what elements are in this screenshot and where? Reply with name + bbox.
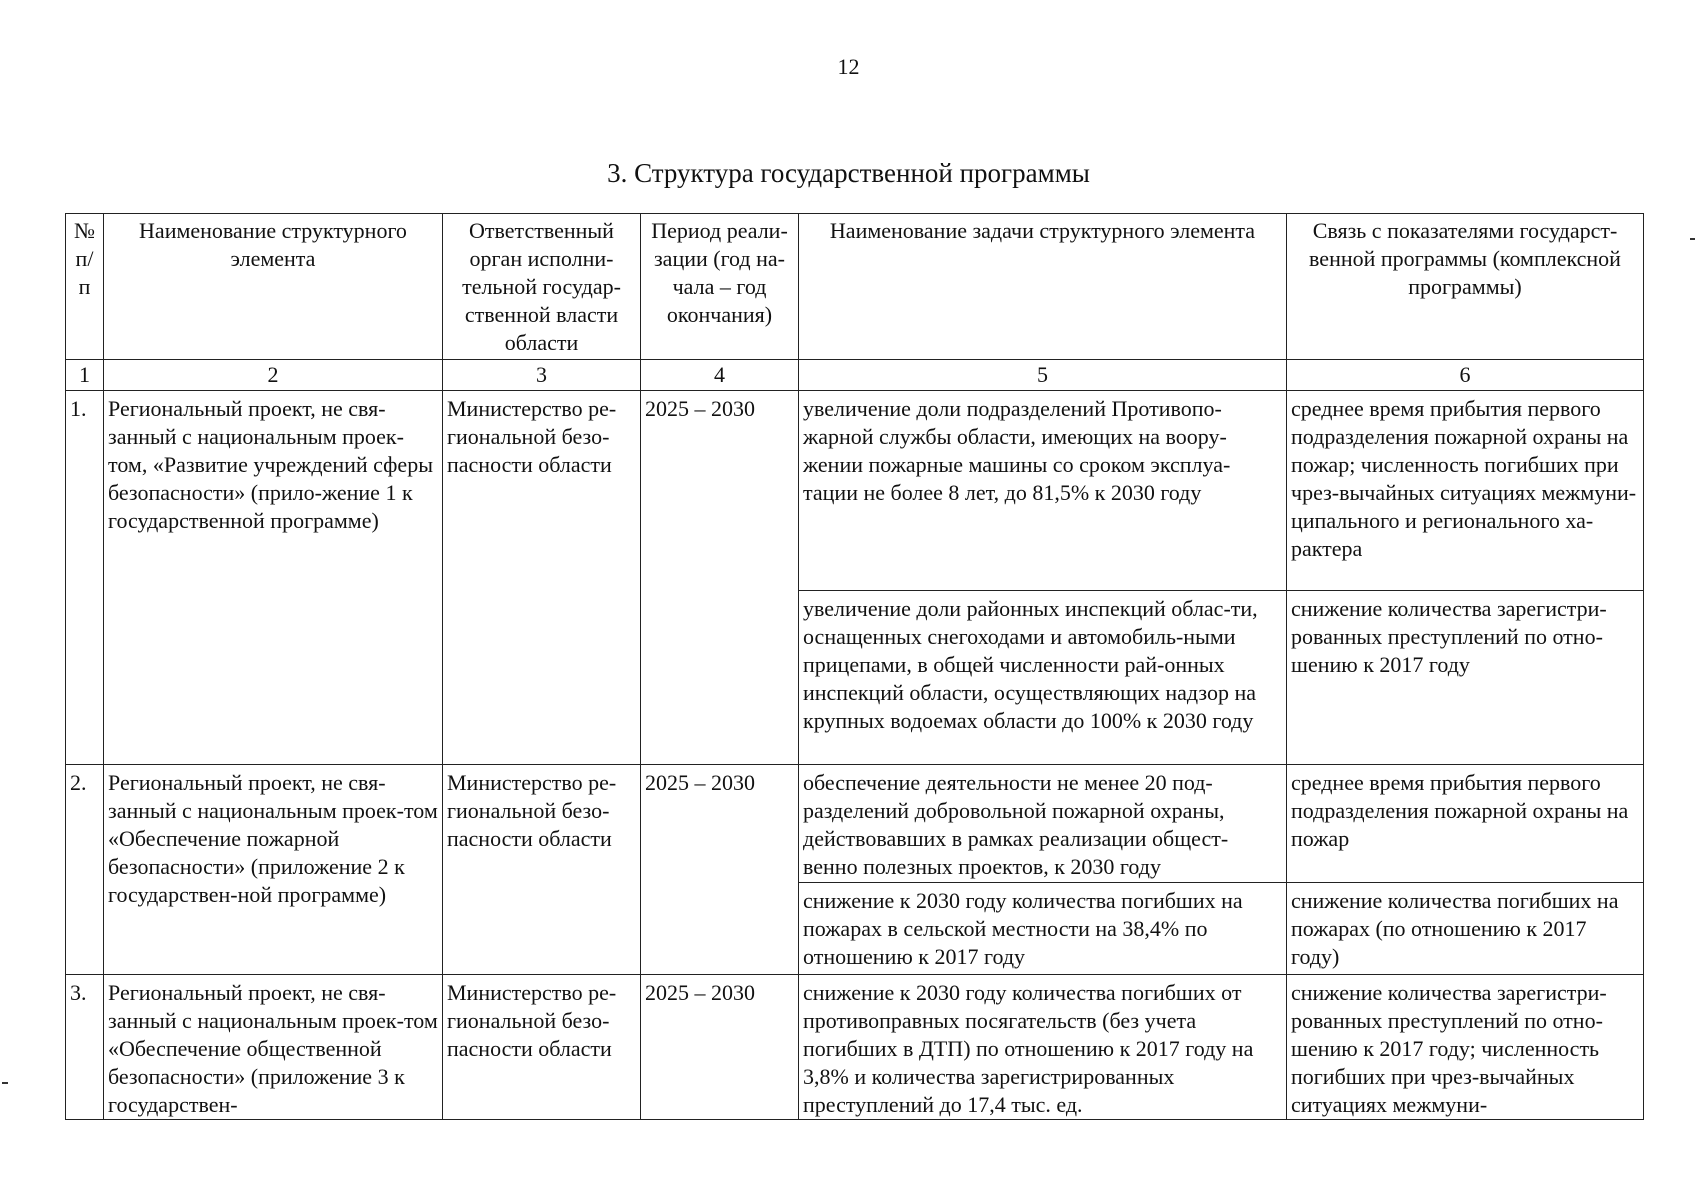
implementation-period: 2025 – 2030 [641, 765, 799, 975]
row-number: 3. [66, 975, 104, 1120]
responsible-organ: Министерство ре-гиональной безо-пасности области [443, 391, 641, 765]
header-number: № п/п [66, 214, 104, 360]
indicator-link: среднее время прибытия первого подразделения пожарной охраны на пожар [1287, 765, 1644, 883]
row-number: 2. [66, 765, 104, 975]
column-number: 4 [641, 360, 799, 391]
column-number: 1 [66, 360, 104, 391]
indicator-link: снижение количества погибших на пожарах (по отношению к 2017 году) [1287, 883, 1644, 975]
indicator-link: снижение количества зарегистри-рованных преступлений по отно-шению к 2017 году; численность погибших при чрез-вычайных ситуациях межмуни- [1287, 975, 1644, 1120]
page-number: 12 [837, 54, 860, 79]
structural-element-name: Региональный проект, не свя-занный с национальным проек-том «Обеспечение общественной безопасности» (приложение 3 к государствен- [104, 975, 443, 1120]
header-element-name: Наименование структурного элемента [104, 214, 443, 360]
scan-edge-mark [1690, 238, 1695, 240]
implementation-period: 2025 – 2030 [641, 391, 799, 765]
table-row [66, 765, 1644, 883]
scan-edge-mark [2, 1082, 8, 1084]
table-row [66, 975, 1644, 1120]
implementation-period: 2025 – 2030 [641, 975, 799, 1120]
header-indicator-link: Связь с показателями государст-венной программы (комплексной программы) [1287, 214, 1644, 360]
table-header-row [66, 214, 1644, 360]
document-title: 3. Структура государственной программы [607, 158, 1090, 188]
task-description: увеличение доли подразделений Противопо-жарной службы области, имеющих на воору-жении пожарные машины со сроком эксплуа-тации не более 8 лет, до 81,5% к 2030 году [799, 391, 1287, 591]
structural-element-name: Региональный проект, не свя-занный с национальным проек-том «Обеспечение пожарной безопасности» (приложение 2 к государствен-ной программе) [104, 765, 443, 975]
column-number: 5 [799, 360, 1287, 391]
row-number: 1. [66, 391, 104, 765]
task-description: обеспечение деятельности не менее 20 под-разделений добровольной пожарной охраны, действовавших в рамках реализации общест-венно полезных проектов, к 2030 году [799, 765, 1287, 883]
task-description: снижение к 2030 году количества погибших от противоправных посягательств (без учета погибших в ДТП) по отношению к 2017 году на 3,8% и количества зарегистрированных преступлений до 17,4 тыс. ед. [799, 975, 1287, 1120]
indicator-link: снижение количества зарегистри-рованных преступлений по отно-шению к 2017 году [1287, 591, 1644, 765]
structural-element-name: Региональный проект, не свя-занный с национальным проек-том, «Развитие учреждений сферы безопасности» (прило-жение 1 к государственной программе) [104, 391, 443, 765]
header-period: Период реали-зации (год на-чала – год окончания) [641, 214, 799, 360]
column-number: 2 [104, 360, 443, 391]
column-number: 3 [443, 360, 641, 391]
column-number: 6 [1287, 360, 1644, 391]
responsible-organ: Министерство ре-гиональной безо-пасности области [443, 765, 641, 975]
header-responsible-organ: Ответственный орган исполни-тельной государ-ственной власти области [443, 214, 641, 360]
indicator-link: среднее время прибытия первого подразделения пожарной охраны на пожар; численность погибших при чрез-вычайных ситуациях межмуни-ципального и регионального ха-рактера [1287, 391, 1644, 591]
table-row [66, 391, 1644, 591]
task-description: снижение к 2030 году количества погибших на пожарах в сельской местности на 38,4% по отношению к 2017 году [799, 883, 1287, 975]
responsible-organ: Министерство ре-гиональной безо-пасности области [443, 975, 641, 1120]
column-numbers-row [66, 360, 1644, 391]
program-structure-table [65, 213, 1644, 1120]
task-description: увеличение доли районных инспекций облас-ти, оснащенных снегоходами и автомобиль-ными прицепами, в общей численности рай-онных инспекций области, осуществляющих надзор на крупных водоемах области до 100% к 2030 году [799, 591, 1287, 765]
header-task-name: Наименование задачи структурного элемента [799, 214, 1287, 360]
